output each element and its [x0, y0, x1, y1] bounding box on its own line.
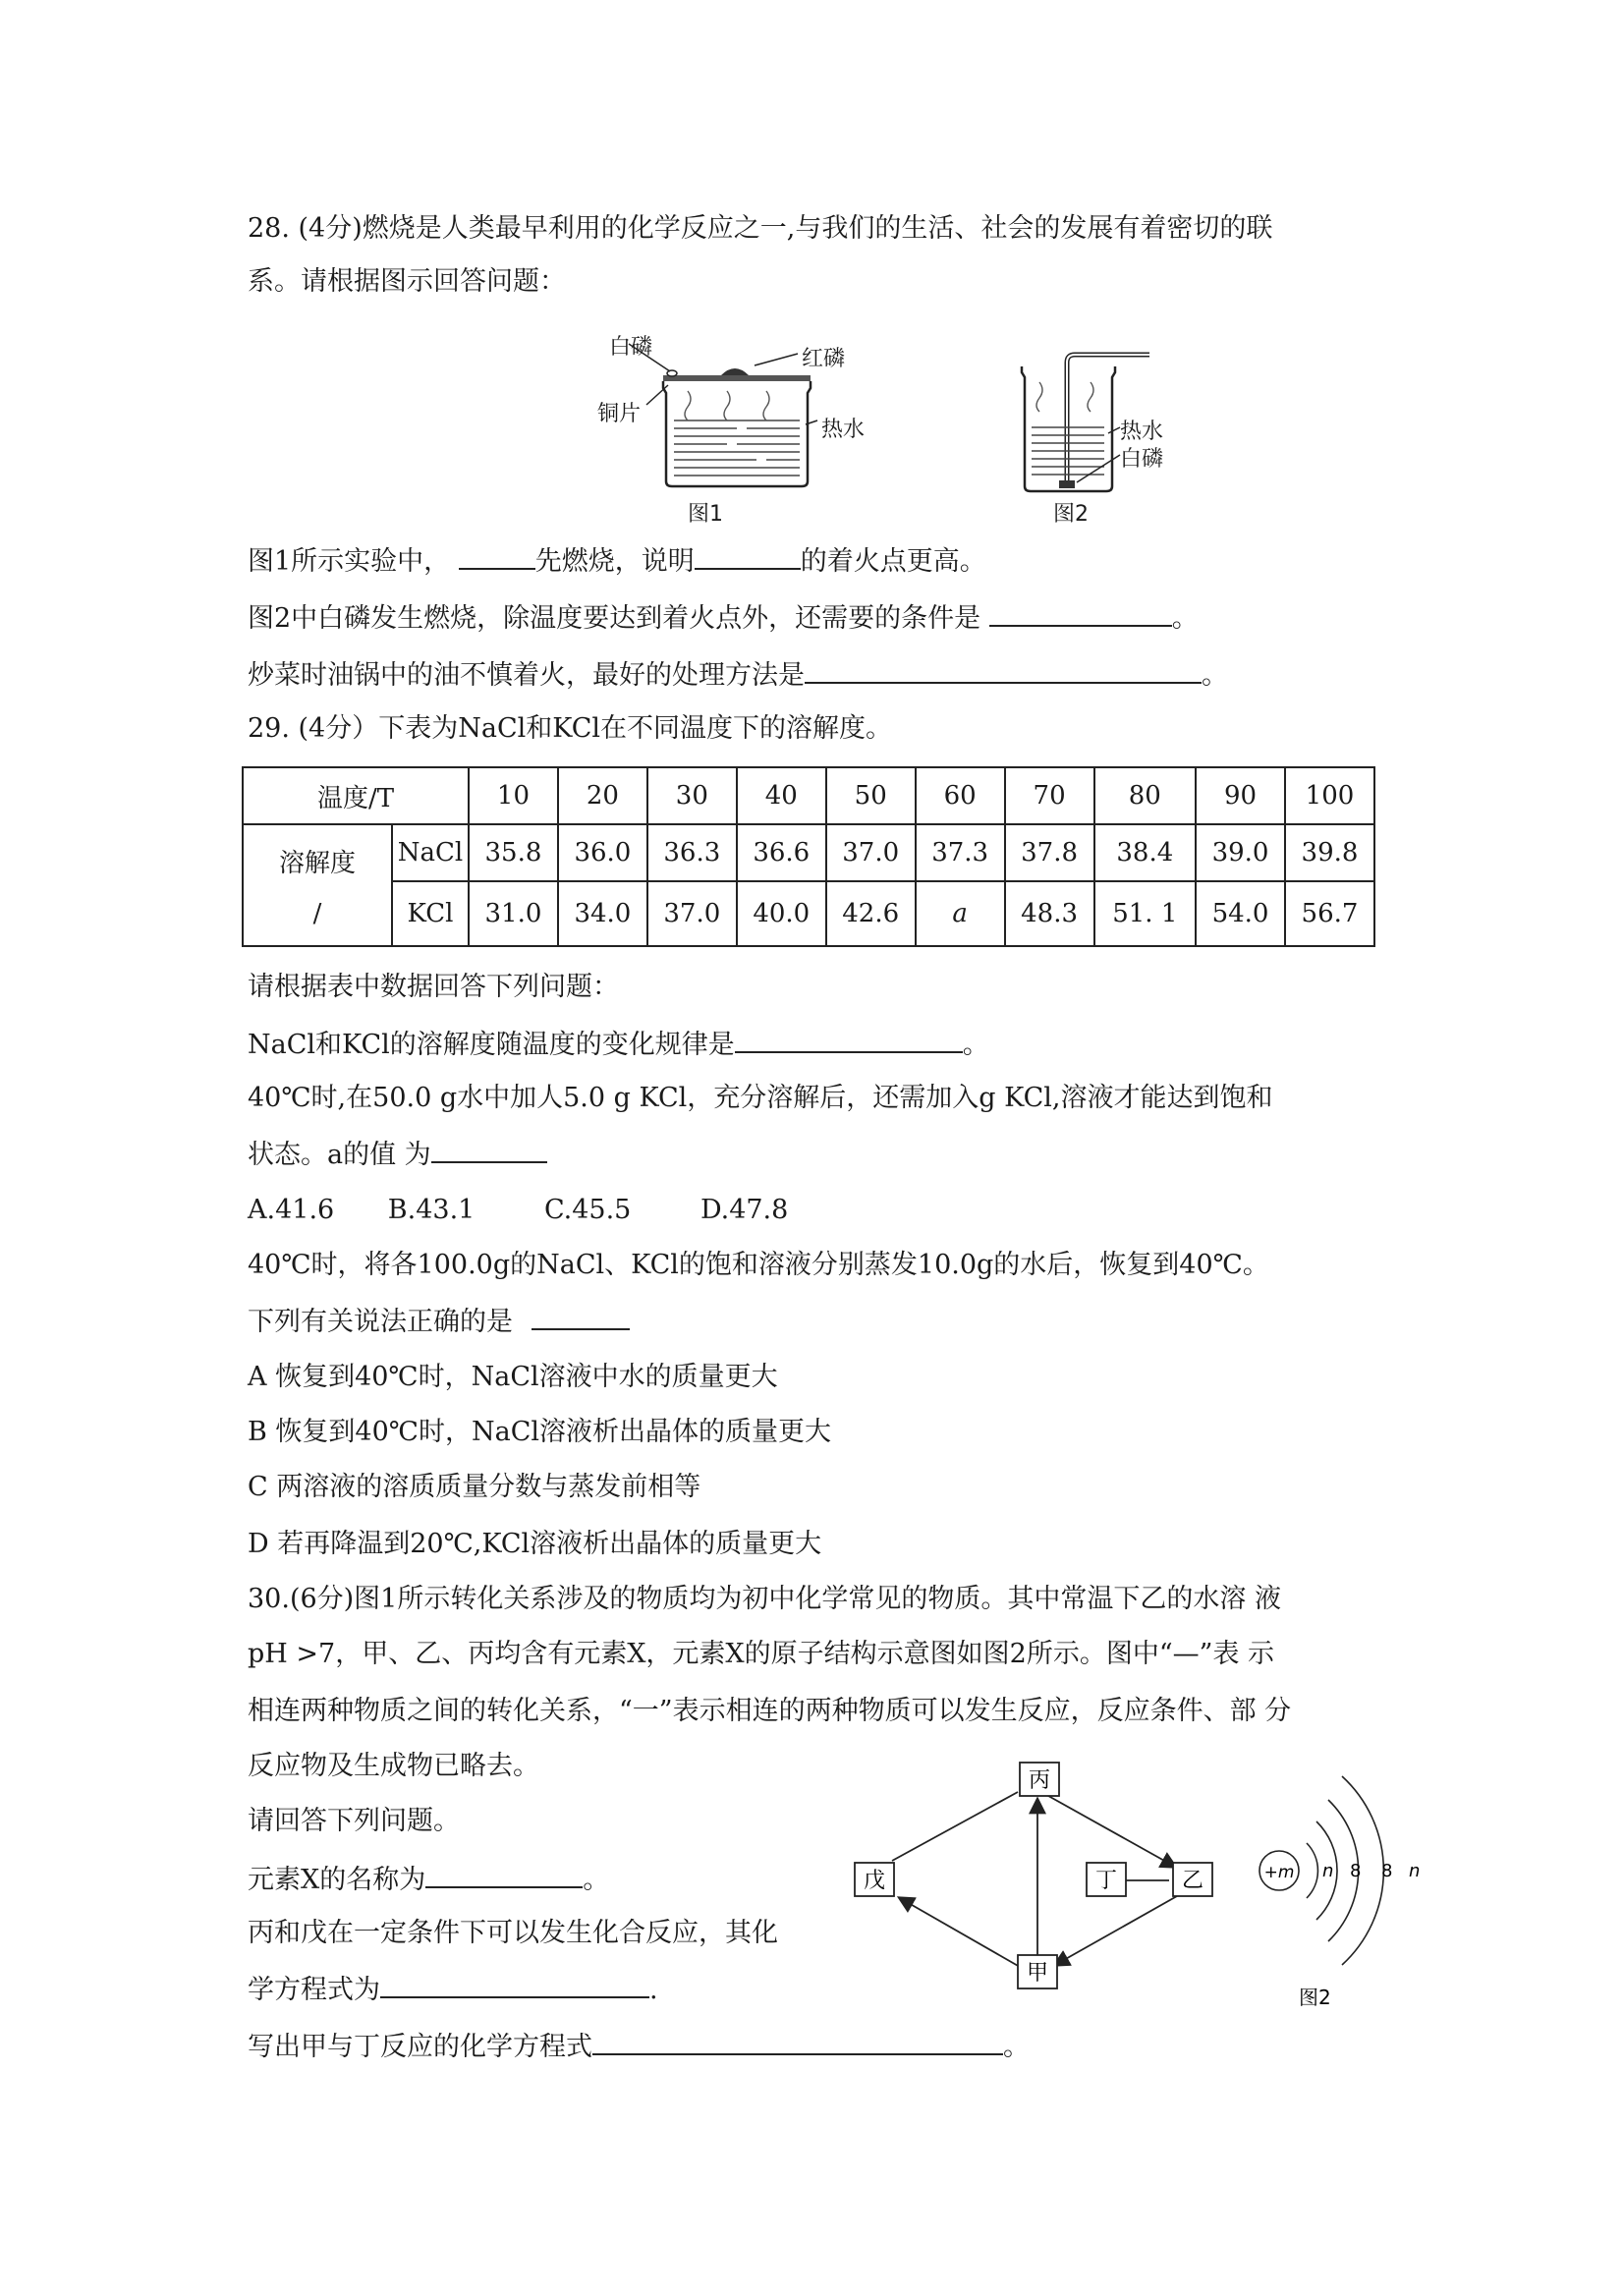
nacl-cell: 39.0 — [1196, 824, 1285, 881]
atom-structure-diagram — [1248, 1749, 1444, 2024]
solubility-table — [242, 766, 1375, 947]
q29-choice-d[interactable]: D 若再降温到20℃,KCl溶液析出晶体的质量更大 — [248, 1529, 822, 1559]
hot-water-2 — [1032, 427, 1104, 475]
temp-cell: 20 — [558, 767, 647, 824]
q29-choice-b[interactable]: B 恢复到40℃时，NaCl溶液析出晶体的质量更大 — [248, 1417, 831, 1447]
label-white-phosphorus-2: 白磷 — [1120, 447, 1164, 472]
kcl-cell: 51. 1 — [1094, 881, 1196, 946]
node-wu-label: 戊 — [863, 1869, 886, 1893]
q29-choice-c[interactable]: C 两溶液的溶质质量分数与蒸发前相等 — [248, 1472, 701, 1502]
q29-title: 29. (4分）下表为NaCl和KCl在不同温度下的溶解度。 — [248, 713, 892, 744]
node-bing-label: 丙 — [1028, 1768, 1051, 1793]
q29-choice-a[interactable]: A 恢复到40℃时，NaCl溶液中水的质量更大 — [248, 1362, 778, 1392]
caption-fig-2: 图2 — [1053, 502, 1089, 527]
nacl-cell: 38.4 — [1094, 824, 1196, 881]
nacl-cell: 37.8 — [1005, 824, 1094, 881]
nacl-label: NaCl — [392, 824, 469, 881]
electron-shells — [1307, 1776, 1383, 1965]
option-a[interactable]: A.41.6 — [248, 1195, 335, 1225]
q29-prompt: 请根据表中数据回答下列问题： — [248, 972, 619, 1002]
q30-line-5: 请回答下列问题。 — [248, 1806, 460, 1836]
temp-label: 温度/T — [243, 767, 469, 824]
temp-cell: 80 — [1094, 767, 1196, 824]
q29-line-2: 40℃时,在50.0 g水中加人5.0 g KCl，充分溶解后，还需加入g KCl,溶液才能达到饱和 — [248, 1083, 1273, 1113]
kcl-cell: 40.0 — [737, 881, 826, 946]
q28-line-3: 炒菜时油锅中的油不慎着火，最好的处理方法是 。 — [248, 654, 1228, 696]
q28-title: 28. (4分)燃烧是人类最早利用的化学反应之一,与我们的生活、社会的发展有着密切的联 — [248, 213, 1273, 244]
kcl-cell: 48.3 — [1005, 881, 1094, 946]
q28-figure-2 — [1002, 349, 1199, 496]
q29-blank-2[interactable] — [431, 1134, 547, 1163]
q30-line-8: 学方程式为 . — [248, 1969, 658, 2010]
q29-blank-3[interactable] — [532, 1301, 630, 1330]
temp-cell: 70 — [1005, 767, 1094, 824]
q30-line-3: 相连两种物质之间的转化关系，“一”表示相连的两种物质可以发生反应，反应条件、部 分 — [248, 1696, 1292, 1726]
q30-blank-1[interactable] — [425, 1859, 583, 1888]
q30-blank-2[interactable] — [380, 1969, 649, 1998]
q28-blank-3[interactable] — [989, 597, 1172, 627]
q30-line-1: 30.(6分)图1所示转化关系涉及的物质均为初中化学常见的物质。其中常温下乙的水溶 液 — [248, 1584, 1281, 1614]
temp-cell: 30 — [647, 767, 737, 824]
q29-line-3: 状态。a的值 为 — [248, 1134, 547, 1175]
kcl-cell: 56.7 — [1285, 881, 1374, 946]
node-yi-label: 乙 — [1181, 1869, 1204, 1893]
q30-line-6: 元素X的名称为 。 — [248, 1859, 609, 1900]
shell-1-count: n — [1322, 1861, 1334, 1881]
temp-cell: 50 — [826, 767, 916, 824]
atom-caption: 图2 — [1299, 1986, 1331, 2009]
nacl-cell: 36.0 — [558, 824, 647, 881]
label-white-phosphorus-1: 白磷 — [609, 335, 653, 360]
kcl-cell: 37.0 — [647, 881, 737, 946]
nacl-cell: 39.8 — [1285, 824, 1374, 881]
shell-3-count: 8 — [1381, 1861, 1393, 1881]
temp-cell: 100 — [1285, 767, 1374, 824]
nacl-cell: 36.3 — [647, 824, 737, 881]
node-jia-label: 甲 — [1026, 1961, 1049, 1986]
q29-line-1: NaCl和KCl的溶解度随温度的变化规律是 。 — [248, 1024, 989, 1065]
red-phosphorus — [721, 368, 749, 375]
q30-line-7: 丙和戊在一定条件下可以发生化合反应，其化 — [248, 1918, 778, 1948]
kcl-cell-unknown: a — [916, 881, 1005, 946]
shell-2-count: 8 — [1350, 1861, 1362, 1881]
hot-water-1 — [674, 420, 800, 476]
table-row-kcl — [243, 881, 1374, 946]
label-red-phosphorus: 红磷 — [802, 347, 846, 371]
node-ding-label: 丁 — [1094, 1869, 1118, 1893]
white-phosphorus-2 — [1059, 480, 1075, 488]
label-copper: 铜片 — [597, 402, 642, 426]
kcl-cell: 34.0 — [558, 881, 647, 946]
nacl-cell: 35.8 — [469, 824, 558, 881]
q29-options — [248, 1191, 833, 1230]
q30-line-4: 反应物及生成物已略去。 — [248, 1751, 539, 1781]
q30-line-9: 写出甲与丁反应的化学方程式 。 — [248, 2026, 1030, 2067]
kcl-cell: 42.6 — [826, 881, 916, 946]
beaker-1 — [663, 381, 811, 486]
temp-cell: 40 — [737, 767, 826, 824]
temp-cell: 10 — [469, 767, 558, 824]
temp-cell: 60 — [916, 767, 1005, 824]
caption-fig-1: 图1 — [688, 502, 723, 527]
table-row-nacl — [243, 824, 1374, 881]
nacl-cell: 36.6 — [737, 824, 826, 881]
copper-plate — [663, 375, 811, 381]
option-c[interactable]: C.45.5 — [543, 1195, 632, 1225]
q29-line-5: 下列有关说法正确的是 — [248, 1301, 630, 1342]
q28-blank-1[interactable] — [459, 540, 535, 570]
q28-blank-4[interactable] — [805, 654, 1202, 684]
kcl-cell: 54.0 — [1196, 881, 1285, 946]
q28-line-2: 图2中白磷发生燃烧，除温度要达到着火点外，还需要的条件是 。 — [248, 597, 1199, 639]
q30-line-2: pH >7，甲、乙、丙均含有元素X，元素X的原子结构示意图如图2所示。图中“—”表 示 — [248, 1639, 1275, 1669]
q28-title-cont: 系。请根据图示回答问题： — [248, 266, 566, 297]
kcl-cell: 31.0 — [469, 881, 558, 946]
label-hot-water-1: 热水 — [821, 418, 866, 442]
q29-line-4: 40℃时，将各100.0g的NaCl、KCl的饱和溶液分别蒸发10.0g的水后，恢复到40℃。 — [248, 1250, 1269, 1280]
option-d[interactable]: D.47.8 — [700, 1195, 789, 1225]
table-row-temp — [243, 767, 1374, 824]
nucleus-label: +m — [1263, 1863, 1295, 1882]
q30-diagram — [845, 1759, 1238, 2014]
solubility-label: 溶解度 / — [243, 824, 392, 946]
label-hot-water-2: 热水 — [1120, 420, 1164, 444]
q28-line-1: 图1所示实验中， 先燃烧，说明 的着火点更高。 — [248, 540, 986, 582]
kcl-label: KCl — [392, 881, 469, 946]
q29-blank-1[interactable] — [735, 1024, 963, 1053]
option-b[interactable]: B.43.1 — [387, 1195, 476, 1225]
nacl-cell: 37.3 — [916, 824, 1005, 881]
shell-4-count: n — [1409, 1861, 1421, 1881]
temp-cell: 90 — [1196, 767, 1285, 824]
nacl-cell: 37.0 — [826, 824, 916, 881]
q30-blank-3[interactable] — [592, 2026, 1003, 2055]
q28-blank-2[interactable] — [695, 540, 801, 570]
